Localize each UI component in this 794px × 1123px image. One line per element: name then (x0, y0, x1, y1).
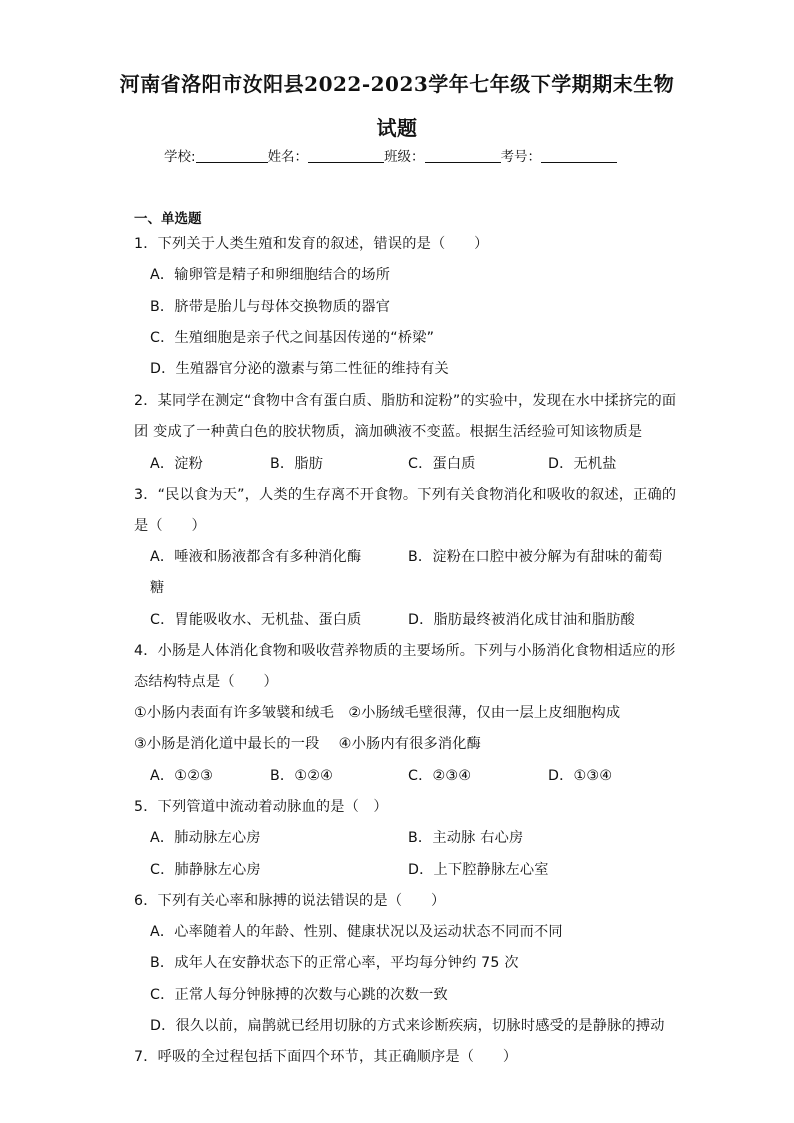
question-7-stem: 7．呼吸的全过程包括下面四个环节，其正确顺序是（ ） (134, 1049, 518, 1065)
school-label: 学校: (164, 149, 196, 165)
school-blank[interactable] (196, 148, 268, 163)
student-info-fields (164, 145, 617, 165)
question-6-stem: 6．下列有关心率和脉搏的说法错误的是（ ） (134, 893, 446, 909)
name-label: 姓名： (267, 149, 309, 165)
question-6-option-c: C．正常人每分钟脉搏的次数与心跳的次数一致 (150, 987, 448, 1003)
question-1-option-b: B．脐带是胎儿与母体交换物质的器官 (150, 299, 391, 315)
question-2-option-a: A．淀粉 (150, 456, 204, 472)
question-3-option-b-wrap: 糖 (150, 580, 165, 596)
question-1-stem: 1．下列关于人类生殖和发育的叙述，错误的是（ ） (134, 236, 489, 252)
question-6-option-a: A．心率随着人的年龄、性别、健康状况以及运动状态不同而不同 (150, 924, 563, 940)
class-blank[interactable] (425, 148, 501, 163)
question-2-option-b: B．脂肪 (270, 456, 324, 472)
exam-title-line2: 试题 (376, 116, 418, 140)
question-2-option-c: C．蛋白质 (408, 456, 476, 472)
question-4-stem-line1: 4．小肠是人体消化食物和吸收营养物质的主要场所。下列与小肠消化食物相适应的形 (134, 643, 676, 659)
question-4-option-b: B．①②④ (270, 768, 334, 784)
class-label: 班级： (384, 149, 425, 165)
question-3-option-a: A．唾液和肠液都含有多种消化酶 (150, 549, 362, 565)
question-1-option-c: C．生殖细胞是亲子代之间基因传递的“桥梁” (150, 330, 435, 346)
question-4-stem-line2: 态结构特点是（ ） (134, 674, 278, 690)
question-5-option-b: B．主动脉 右心房 (408, 830, 524, 846)
question-4-option-c: C．②③④ (408, 768, 472, 784)
question-1-option-a: A．输卵管是精子和卵细胞结合的场所 (150, 267, 391, 283)
question-5-option-d: D．上下腔静脉左心室 (408, 862, 549, 878)
question-3-option-c: C．胃能吸收水、无机盐、蛋白质 (150, 612, 362, 628)
question-6-option-b: B．成年人在安静状态下的正常心率，平均每分钟约 75 次 (150, 955, 519, 971)
question-4-statements-line1: ①小肠内表面有许多皱襞和绒毛 ②小肠绒毛壁很薄，仅由一层上皮细胞构成 (134, 705, 621, 721)
question-5-option-a: A．肺动脉左心房 (150, 830, 261, 846)
question-3-stem-line2: 是（ ） (134, 518, 206, 534)
question-5-stem: 5．下列管道中流动着动脉血的是（ ） (134, 799, 388, 815)
question-3-stem-line1: 3．“民以食为天”，人类的生存离不开食物。下列有关食物消化和吸收的叙述，正确的 (134, 487, 677, 503)
name-blank[interactable] (308, 148, 384, 163)
exam-number-label: 考号： (500, 149, 542, 165)
question-2-stem-line1: 2．某同学在测定“食物中含有蛋白质、脂肪和淀粉”的实验中，发现在水中揉挤完的面 (134, 393, 677, 409)
question-3-option-b: B．淀粉在口腔中被分解为有甜味的葡萄 (408, 549, 663, 565)
question-4-statements-line2: ③小肠是消化道中最长的一段 ④小肠内有很多消化酶 (134, 736, 482, 752)
question-6-option-d: D．很久以前，扁鹊就已经用切脉的方式来诊断疾病，切脉时感受的是静脉的搏动 (150, 1018, 665, 1034)
question-2-stem-line2: 团 变成了一种黄白色的胶状物质，滴加碘液不变蓝。根据生活经验可知该物质是 (134, 424, 643, 440)
question-4-option-a: A．①②③ (150, 768, 214, 784)
exam-title-line1: 河南省洛阳市汝阳县2022-2023学年七年级下学期期末生物 (119, 72, 675, 96)
question-3-option-d: D．脂肪最终被消化成甘油和脂肪酸 (408, 612, 635, 628)
exam-number-blank[interactable] (541, 148, 617, 163)
question-1-option-d: D．生殖器官分泌的激素与第二性征的维持有关 (150, 361, 449, 377)
question-5-option-c: C．肺静脉左心房 (150, 862, 261, 878)
section-heading: 一、单选题 (134, 211, 202, 227)
question-4-option-d: D．①③④ (548, 768, 613, 784)
question-2-option-d: D．无机盐 (548, 456, 617, 472)
